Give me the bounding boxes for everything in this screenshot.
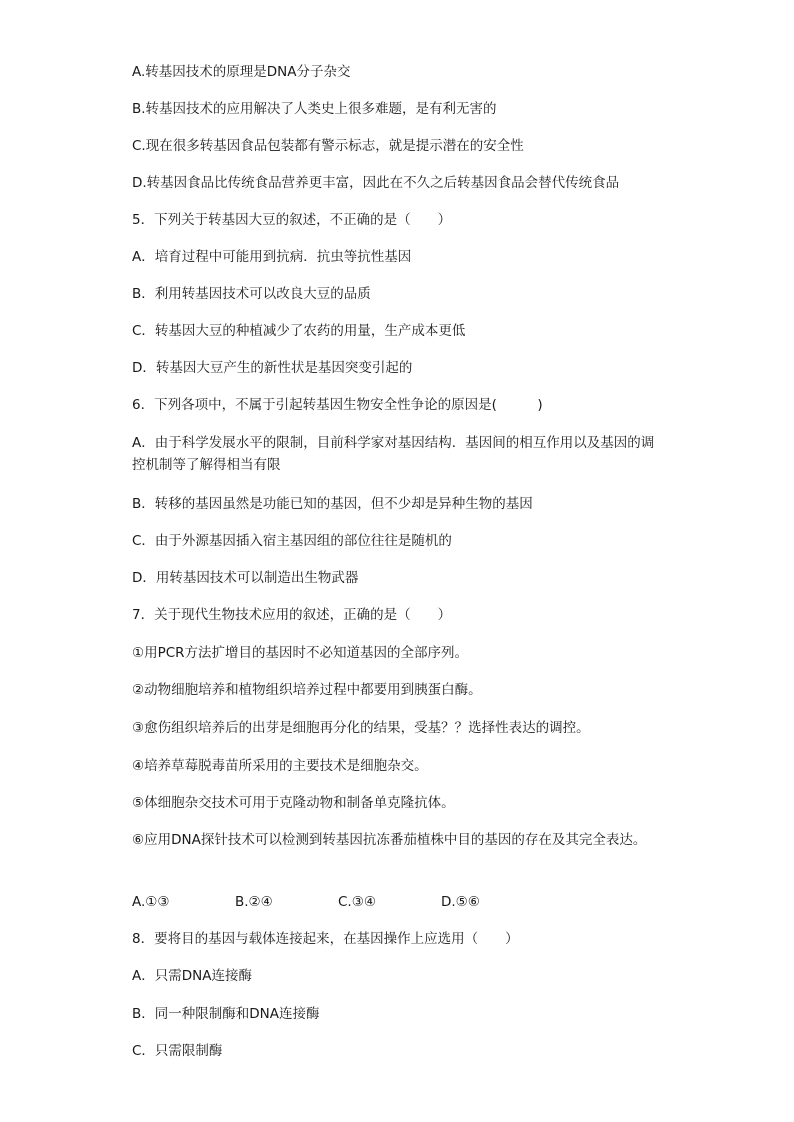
q7-statement-4: ④培养草莓脱毒苗所采用的主要技术是细胞杂交。 — [132, 758, 428, 774]
q6-option-c: C．由于外源基因插入宿主基因组的部位往往是随机的 — [132, 533, 452, 549]
q5-option-c: C．转基因大豆的种植减少了农药的用量，生产成本更低 — [132, 323, 466, 339]
q5-option-a: A．培育过程中可能用到抗病．抗虫等抗性基因 — [132, 249, 412, 265]
q7-option-d: D.⑤⑥ — [441, 894, 480, 910]
q8-option-c: C．只需限制酶 — [132, 1043, 223, 1059]
q6-option-b: B．转移的基因虽然是功能已知的基因，但不少却是异种生物的基因 — [132, 496, 533, 512]
q8-option-a: A．只需DNA连接酶 — [132, 968, 252, 984]
question-6: 6．下列各项中，不属于引起转基因生物安全性争论的原因是( ) — [132, 397, 543, 413]
q7-option-c: C.③④ — [338, 894, 376, 910]
q7-option-b: B.②④ — [235, 894, 273, 910]
q8-option-b: B．同一种限制酶和DNA连接酶 — [132, 1006, 320, 1022]
q7-statement-2: ②动物细胞培养和植物组织培养过程中都要用到胰蛋白酶。 — [132, 682, 482, 698]
q4-option-a: A.转基因技术的原理是DNA分子杂交 — [132, 64, 351, 80]
q5-option-d: D．转基因大豆产生的新性状是基因突变引起的 — [132, 360, 413, 376]
question-8: 8．要将目的基因与载体连接起来，在基因操作上应选用（ ） — [132, 931, 519, 947]
q7-statement-5: ⑤体细胞杂交技术可用于克隆动物和制备单克隆抗体。 — [132, 795, 455, 811]
q6-option-d: D．用转基因技术可以制造出生物武器 — [132, 570, 359, 586]
q7-statement-3: ③愈伤组织培养后的出芽是细胞再分化的结果，受基？？选择性表达的调控。 — [132, 720, 590, 736]
question-5: 5．下列关于转基因大豆的叙述，不正确的是（ ） — [132, 212, 452, 228]
q5-option-b: B．利用转基因技术可以改良大豆的品质 — [132, 286, 371, 302]
q4-option-d: D.转基因食品比传统食品营养更丰富，因此在不久之后转基因食品会替代传统食品 — [132, 175, 620, 191]
q7-option-a: A.①③ — [132, 894, 170, 910]
question-7: 7．关于现代生物技术应用的叙述，正确的是（ ） — [132, 607, 452, 623]
q7-answer-options — [132, 892, 532, 912]
q4-option-c: C.现在很多转基因食品包装都有警示标志，就是提示潜在的安全性 — [132, 138, 524, 154]
q4-option-b: B.转基因技术的应用解决了人类史上很多难题，是有利无害的 — [132, 101, 497, 117]
q7-statement-6: ⑥应用DNA探针技术可以检测到转基因抗冻番茄植株中目的基因的存在及其完全表达。 — [132, 832, 647, 848]
q6-option-a: A．由于科学发展水平的限制，目前科学家对基因结构．基因间的相互作用以及基因的调控机制等了解得相当有限 — [132, 435, 655, 473]
q7-statement-1: ①用PCR方法扩增目的基因时不必知道基因的全部序列。 — [132, 645, 469, 661]
